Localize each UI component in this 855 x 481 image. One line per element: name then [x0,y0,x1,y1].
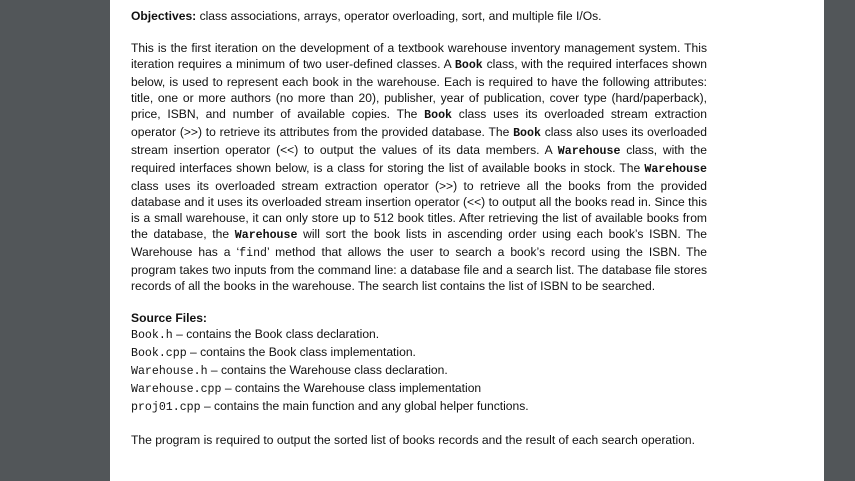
code-warehouse: Warehouse [234,229,298,242]
source-file-desc: – contains the main function and any global helper functions. [200,399,529,413]
source-file-item [131,362,707,380]
objectives-text: class associations, arrays, operator overloading, sort, and multiple file I/Os. [196,9,602,23]
code-warehouse: Warehouse [557,145,621,158]
description-text: ’ method that allows the user to search a book’s record using the ISBN. The program takes two inputs from the command line: a database file and a search list. The database file stores records of all the books in the warehouse. The search list contains the list of ISBN to be searched. [131,245,708,293]
code-warehouse: Warehouse [644,163,707,176]
source-file-item [131,326,707,344]
description-text: class, with the required interfaces shown below, is used to represent each book in the warehouse. Each is required to have the following attributes: title, one or more authors (no more than 20), publisher, year of publication, cover type (hard/paperback), price, ISBN, and number of available copies. The [131,57,708,121]
code-book: Book [424,109,453,122]
description-text: class, with the required interfaces shown below, is a class for storing the list of available books in stock. The [131,143,707,175]
objectives-paragraph [131,8,707,24]
description-text: class uses its overloaded stream extraction operator (>>) to retrieve its attributes from the provided database. The [131,107,707,139]
source-file-desc: – contains the Book class declaration. [172,327,380,341]
source-files-heading: Source Files: [131,311,207,325]
source-file-desc: – contains the Book class implementation. [186,345,416,359]
description-text: This is the first iteration on the development of a textbook warehouse inventory management system. This iteration requires a minimum of two user-defined classes. A [131,41,707,71]
document-content [131,8,707,448]
source-file-name: Book.h [131,329,173,342]
source-file-item [131,398,707,416]
description-paragraph [131,40,707,294]
code-book: Book [454,59,483,72]
source-file-item [131,344,707,362]
source-file-desc: – contains the Warehouse class declaration. [207,363,448,377]
source-file-item [131,380,707,398]
code-find: find [239,247,267,260]
code-book: Book [513,127,541,140]
viewer-background [824,0,855,481]
output-requirement-paragraph: The program is required to output the sorted list of books records and the result of each search operation. [131,433,696,447]
description-text: class uses its overloaded stream extraction operator (>>) to retrieve all the books from the provided database and it uses its overloaded stream insertion operator (<<) to output all the books read in. Since this is a small warehouse, it can only store up to 512 book titles. After retrieving the list of available books from the database, the [131,179,707,241]
source-file-name: proj01.cpp [131,401,201,414]
description-text: will sort the book lists in ascending order using each book’s ISBN. The Warehouse has a ‘ [131,227,707,259]
source-file-desc: – contains the Warehouse class implementation [221,381,482,395]
source-file-name: Book.cpp [131,347,187,360]
source-file-name: Warehouse.cpp [131,383,222,396]
description-text: class also uses its overloaded stream insertion operator (<<) to output the values of its data members. A [131,125,707,157]
objectives-label: Objectives: [131,9,197,23]
document-page [110,0,824,481]
source-file-name: Warehouse.h [131,365,208,378]
